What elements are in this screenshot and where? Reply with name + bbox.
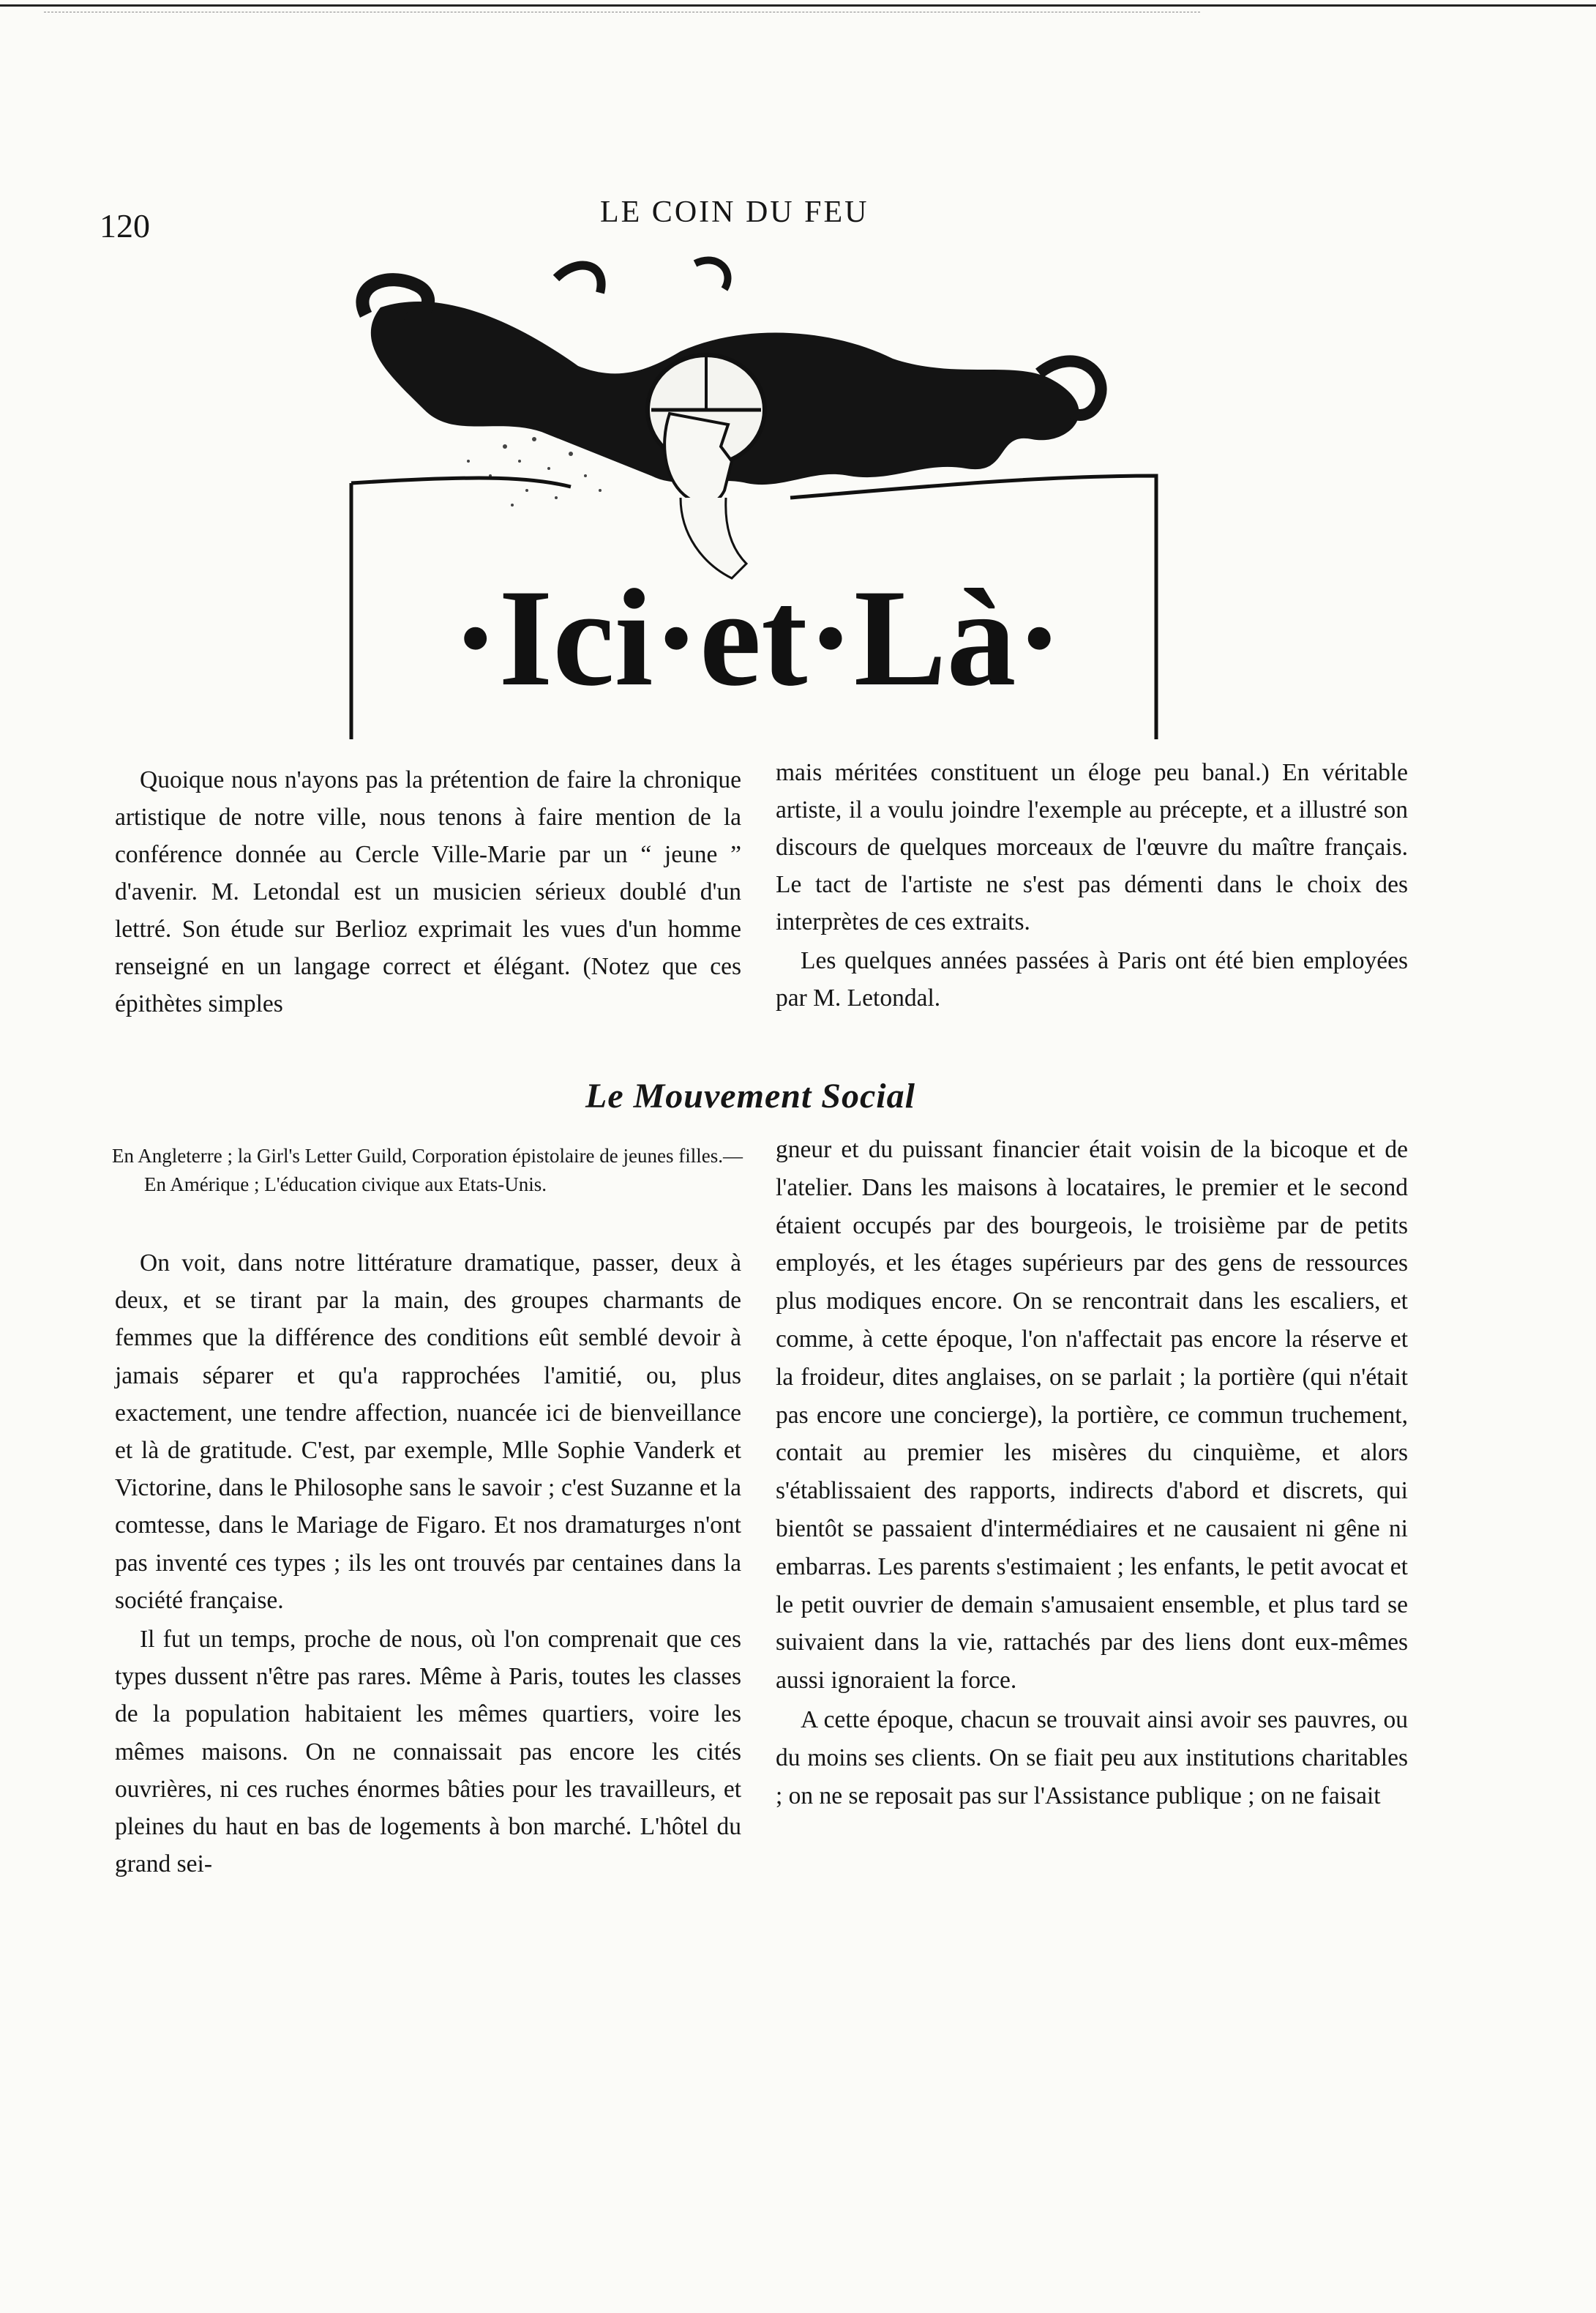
section-title: Le Mouvement Social <box>585 1077 915 1116</box>
title-lettering: ·Ici·et·Là· <box>452 561 1063 715</box>
mouvement-social-column-left <box>115 1244 741 1883</box>
paragraph: Il fut un temps, proche de nous, où l'on comprenait que ces types dussent n'être pas rares. Même à Paris, toutes les classes de la population habitaient les mêmes quartiers, voire les mêmes maisons. On ne connaissait pas encore les cités ouvrières, ni ces ruches énormes bâties pour les travailleurs, et pleines du haut en bas de logements à bon marché. L'hôtel du grand sei- <box>115 1626 741 1878</box>
paragraph: On voit, dans notre littérature dramatique, passer, deux à deux, et se tirant par la main, des groupes charmants de femmes que la différence des conditions eût semblé devoir à jamais séparer et qu'a rapprochées l'amitié, ou, plus exactement, une tendre affection, nuancée ici de bienveillance et là de gratitude. C'est, par exemple, Mlle Sophie Vanderk et Victorine, dans le Philosophe sans le savoir ; c'est Suzanne et la comtesse, dans le Mariage de Figaro. Et nos dramaturges n'ont pas inventé ces types ; ils les ont trouvés par centaines dans la société française. <box>115 1249 741 1614</box>
top-border-rule <box>0 4 1596 7</box>
hair-curl-top2 <box>695 260 727 289</box>
mouvement-social-column-right <box>776 1131 1408 1815</box>
paragraph: A cette époque, chacun se trouvait ainsi avoir ses pauvres, ou du moins ses clients. On se fiait peu aux institutions charitables ; on ne se reposait pas sur l'Assistance publique ; on ne faisait <box>776 1705 1408 1809</box>
section-summary <box>112 1142 743 1199</box>
paragraph: Quoique nous n'ayons pas la prétention de faire la chronique artistique de notre ville, nous tenons à faire mention de la conférence donnée au Cercle Ville-Marie par un “ jeune ” d'avenir. M. Letondal est un musicien sérieux doublé d'un lettré. Son étude sur Berlioz exprimait les vues d'un homme renseigné en un langage correct et élégant. (Notez que ces épithètes simples <box>115 766 741 1017</box>
ici-et-la-vignette <box>337 256 1178 739</box>
running-title: LE COIN DU FEU <box>600 195 869 229</box>
ici-et-la-column-right <box>776 754 1408 1017</box>
hair-curl-top <box>556 266 602 293</box>
summary-text: En Angleterre ; la Girl's Letter Guild, Corporation épistolaire de jeunes filles.—En Amérique ; L'éducation civique aux Etats-Unis. <box>112 1145 743 1195</box>
page-number: 120 <box>100 207 150 244</box>
face-profile <box>664 414 732 504</box>
ici-et-la-column-left <box>115 761 741 1023</box>
paragraph: mais méritées constituent un éloge peu banal.) En véritable artiste, il a voulu joindre l'exemple au précepte, et a illustré son discours de quelques morceaux de l'œuvre du maître français. Le tact de l'artiste ne s'est pas démenti dans le choix des interprètes de ces extraits. <box>776 759 1408 935</box>
paragraph: Les quelques années passées à Paris ont été bien employées par M. Letondal. <box>776 947 1408 1012</box>
paragraph: gneur et du puissant financier était voisin de la bicoque et de l'atelier. Dans les maisons à locataires, le premier et le second étaient occupés par des bourgeois, le troisième par de petits employés, et les étages supérieurs par des gens de ressources plus modiques encore. On se rencontrait dans les escaliers, et comme, à cette époque, l'on n'affectait pas encore la réserve et la froideur, dites anglaises, on se parlait ; la portière (qui n'était pas encore une concierge), la portière, ce commun truchement, contait au premier les misères du cinquième, et alors s'établissaient des rapports, indirects d'abord et discrets, qui bientôt se passaient d'intermédiaires et ne causaient ni gêne ni embarras. Les parents s'estimaient ; les enfants, le petit avocat et le petit ouvrier de demain s'amusaient ensemble, et plus tard se suivaient dans la vie, rattachés par des liens dont eux-mêmes aussi ignoraient la force. <box>776 1136 1408 1694</box>
